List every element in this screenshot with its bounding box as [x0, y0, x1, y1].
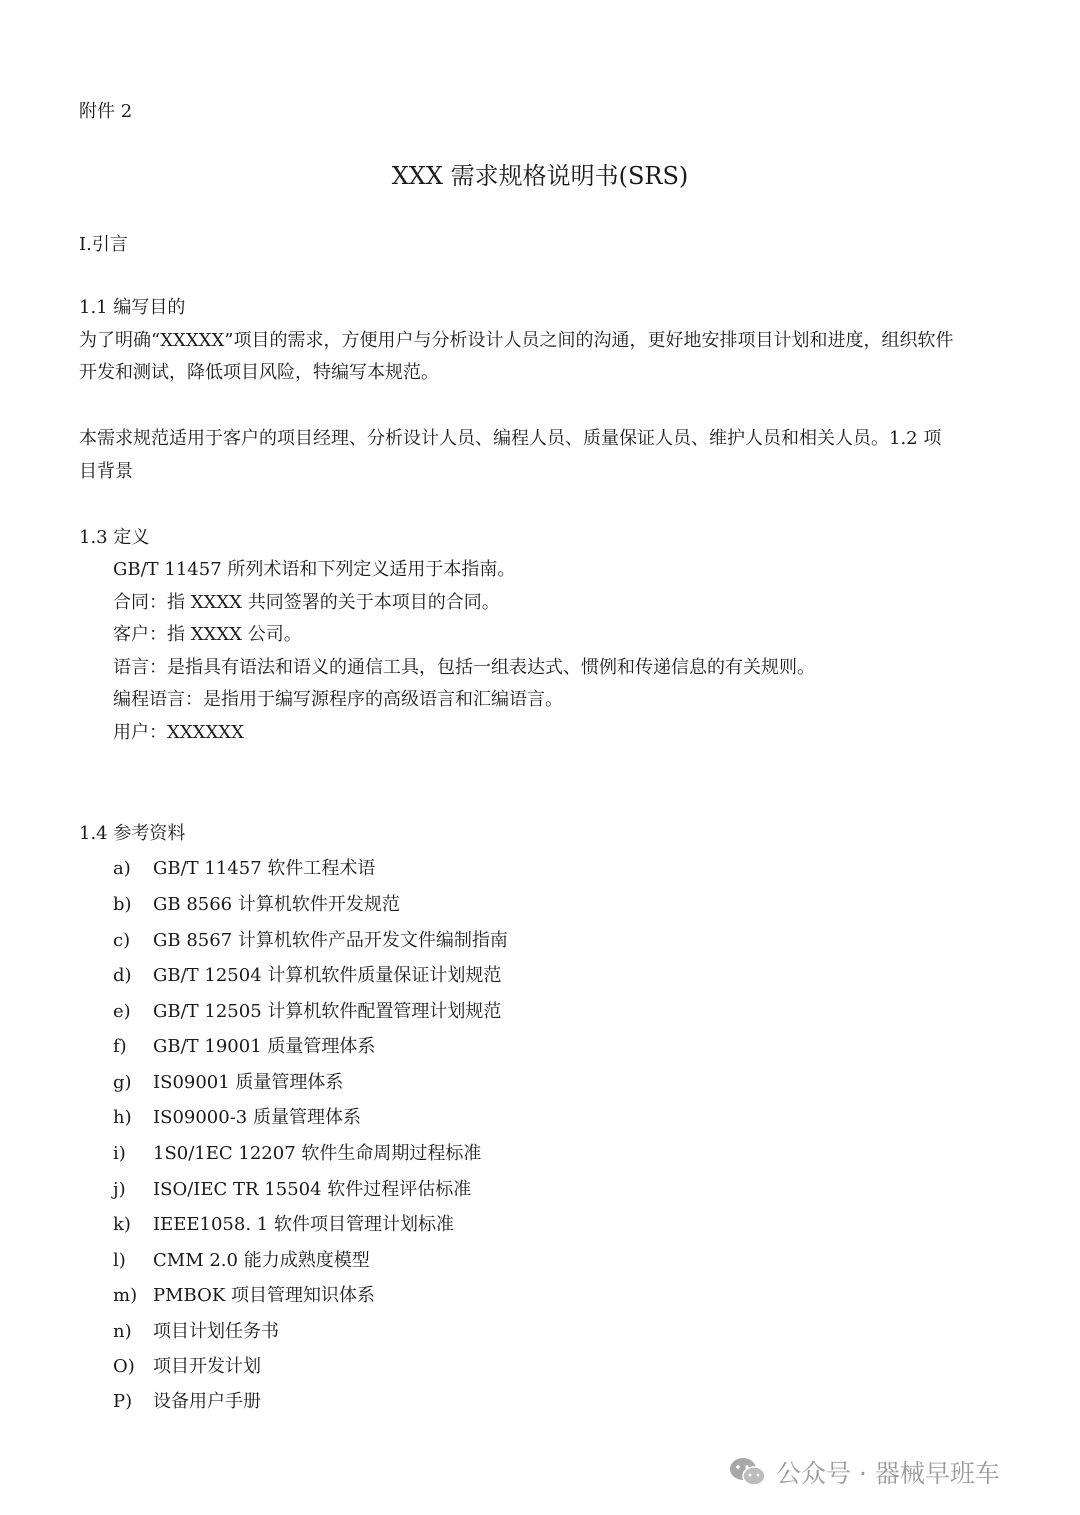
section-1-3-heading: 1.3 定义 — [79, 527, 150, 548]
reference-text: 设备用户手册 — [153, 1391, 261, 1412]
watermark — [728, 1454, 1000, 1490]
reference-item — [113, 1284, 375, 1308]
reference-item — [113, 1178, 471, 1202]
reference-label: d) — [113, 965, 132, 986]
reference-text: GB 8566 计算机软件开发规范 — [153, 894, 400, 915]
reference-text: ISO/IEC TR 15504 软件过程评估标准 — [153, 1179, 472, 1200]
reference-item — [113, 1355, 261, 1379]
reference-label: e) — [113, 1001, 131, 1022]
section-1-1-heading: 1.1 编写目的 — [79, 297, 186, 318]
scope-paragraph-line: 目背景 — [79, 461, 133, 482]
reference-label: l) — [113, 1250, 126, 1271]
reference-item — [113, 1390, 261, 1414]
reference-text: IEEE1058. 1 软件项目管理计划标准 — [153, 1214, 454, 1235]
reference-text: GB 8567 计算机软件产品开发文件编制指南 — [153, 930, 508, 951]
section-1-4-heading: 1.4 参考资料 — [79, 823, 186, 844]
reference-text: CMM 2.0 能力成熟度模型 — [153, 1250, 370, 1271]
reference-item — [113, 1000, 501, 1024]
reference-text: 项目开发计划 — [153, 1356, 261, 1377]
watermark-text: 公众号 · 器械早班车 — [776, 1459, 1000, 1488]
reference-text: IS09000-3 质量管理体系 — [153, 1107, 361, 1128]
reference-item — [113, 893, 400, 917]
definition-line: 客户：指 XXXX 公司。 — [113, 624, 302, 645]
reference-label: i) — [113, 1143, 126, 1164]
definition-line: 语言：是指具有语法和语义的通信工具，包括一组表达式、惯例和传递信息的有关规则。 — [113, 657, 815, 678]
reference-item — [113, 1213, 454, 1237]
reference-label: j) — [113, 1179, 126, 1200]
reference-label: c) — [113, 930, 131, 951]
purpose-paragraph-line: 为了明确“XXXXX”项目的需求，方便用户与分析设计人员之间的沟通，更好地安排项目计划和进度，组织软件 — [79, 330, 954, 351]
reference-item — [113, 857, 375, 881]
reference-label: h) — [113, 1107, 132, 1128]
wechat-icon — [728, 1456, 768, 1488]
reference-label: m) — [113, 1285, 138, 1306]
reference-label: P) — [113, 1391, 133, 1412]
reference-text: GB/T 12505 计算机软件配置管理计划规范 — [153, 1001, 502, 1022]
reference-label: f) — [113, 1036, 127, 1057]
reference-text: GB/T 19001 质量管理体系 — [153, 1036, 376, 1057]
definition-line: 合同：指 XXXX 共同签署的关于本项目的合同。 — [113, 592, 500, 613]
reference-item — [113, 964, 501, 988]
reference-label: k) — [113, 1214, 131, 1235]
reference-item — [113, 1249, 370, 1273]
reference-text: GB/T 12504 计算机软件质量保证计划规范 — [153, 965, 502, 986]
definition-line: 编程语言：是指用于编写源程序的高级语言和汇编语言。 — [113, 689, 563, 710]
reference-text: GB/T 11457 软件工程术语 — [153, 858, 376, 879]
reference-label: a) — [113, 858, 131, 879]
reference-label: n) — [113, 1321, 132, 1342]
definition-line: GB/T 11457 所列术语和下列定义适用于本指南。 — [113, 559, 516, 580]
reference-item — [113, 1071, 343, 1095]
reference-label: b) — [113, 894, 132, 915]
reference-label: g) — [113, 1072, 132, 1093]
reference-text: 1S0/1EC 12207 软件生命周期过程标准 — [153, 1143, 482, 1164]
reference-item — [113, 1035, 375, 1059]
reference-item — [113, 929, 508, 953]
attachment-label: 附件 2 — [79, 101, 133, 122]
reference-item — [113, 1320, 279, 1344]
reference-text: PMBOK 项目管理知识体系 — [153, 1285, 376, 1306]
reference-text: IS09001 质量管理体系 — [153, 1072, 344, 1093]
reference-text: 项目计划任务书 — [153, 1321, 279, 1342]
section-introduction-heading: I.引言 — [79, 234, 128, 255]
reference-item — [113, 1142, 481, 1166]
definition-line: 用户：XXXXXX — [113, 722, 244, 743]
reference-item — [113, 1106, 361, 1130]
scope-paragraph-line: 本需求规范适用于客户的项目经理、分析设计人员、编程人员、质量保证人员、维护人员和相关人员。1.2 项 — [79, 428, 942, 449]
document-title: XXX 需求规格说明书(SRS) — [391, 162, 689, 190]
purpose-paragraph-line: 开发和测试，降低项目风险，特编写本规范。 — [79, 362, 439, 383]
reference-label: O) — [113, 1356, 135, 1377]
